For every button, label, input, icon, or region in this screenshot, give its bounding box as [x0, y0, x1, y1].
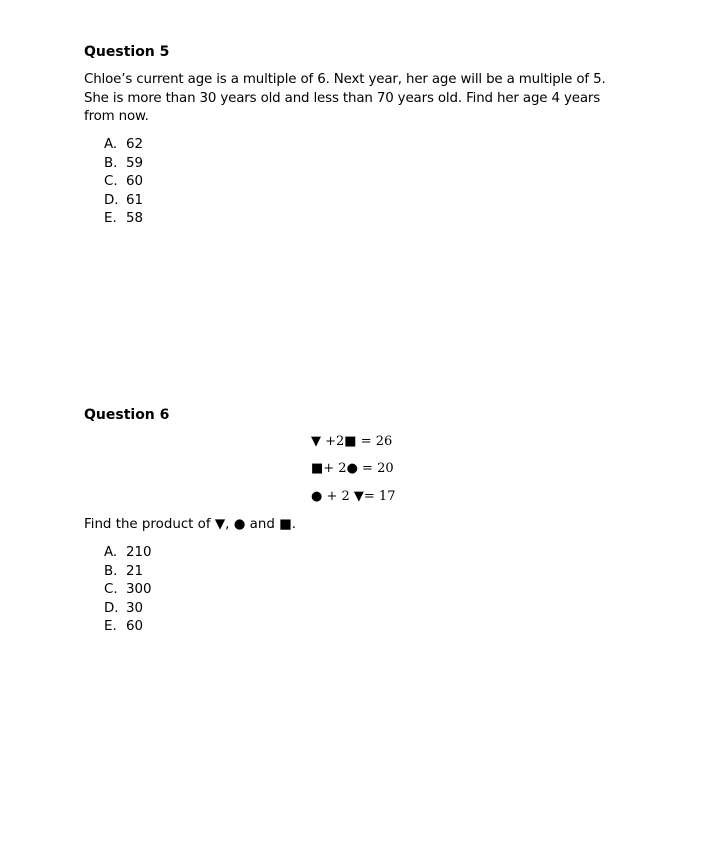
option-value: 58 — [126, 211, 144, 227]
circle-icon: ● — [233, 517, 246, 532]
square-icon: ■ — [279, 517, 292, 532]
triangle-icon: ▼ — [214, 517, 226, 532]
option-c: C. 300 — [104, 582, 152, 598]
question-6-heading: Question 6 — [84, 407, 170, 423]
option-value: 60 — [126, 174, 144, 190]
equation-2: ■+ 2● = 20 — [311, 461, 394, 476]
option-value: 21 — [126, 563, 144, 579]
equation-1: ▼ +2■ = 26 — [311, 434, 393, 449]
option-value: 300 — [126, 582, 152, 598]
option-d: D. 61 — [104, 192, 144, 208]
option-b: B. 59 — [104, 155, 144, 171]
option-value: 210 — [126, 545, 152, 560]
option-b: B. 21 — [104, 563, 144, 579]
option-value: 60 — [126, 619, 144, 635]
option-value: 61 — [126, 192, 144, 208]
option-e: E. 58 — [104, 211, 144, 227]
option-value: 62 — [126, 137, 144, 152]
option-e: E. 60 — [104, 619, 144, 635]
option-a: A. 62 — [104, 137, 144, 152]
question-6-prompt: Find the product of ▼, ● and ■. — [84, 517, 297, 532]
question-5-options — [104, 136, 143, 229]
option-a: A. 210 — [104, 545, 152, 560]
option-value: 59 — [126, 155, 144, 171]
question-5-text: Chloe’s current age is a multiple of 6. Next year, her age will be a multiple of 5. She is more than 30 years old and less than 70 years old. Find her age 4 years from now. — [84, 72, 606, 124]
option-d: D. 30 — [104, 600, 144, 616]
option-c: C. 60 — [104, 174, 144, 190]
question-5-heading: Question 5 — [84, 44, 170, 60]
equation-3: ● + 2 ▼= 17 — [311, 489, 396, 504]
option-value: 30 — [126, 600, 144, 616]
question-6-options — [104, 544, 152, 637]
